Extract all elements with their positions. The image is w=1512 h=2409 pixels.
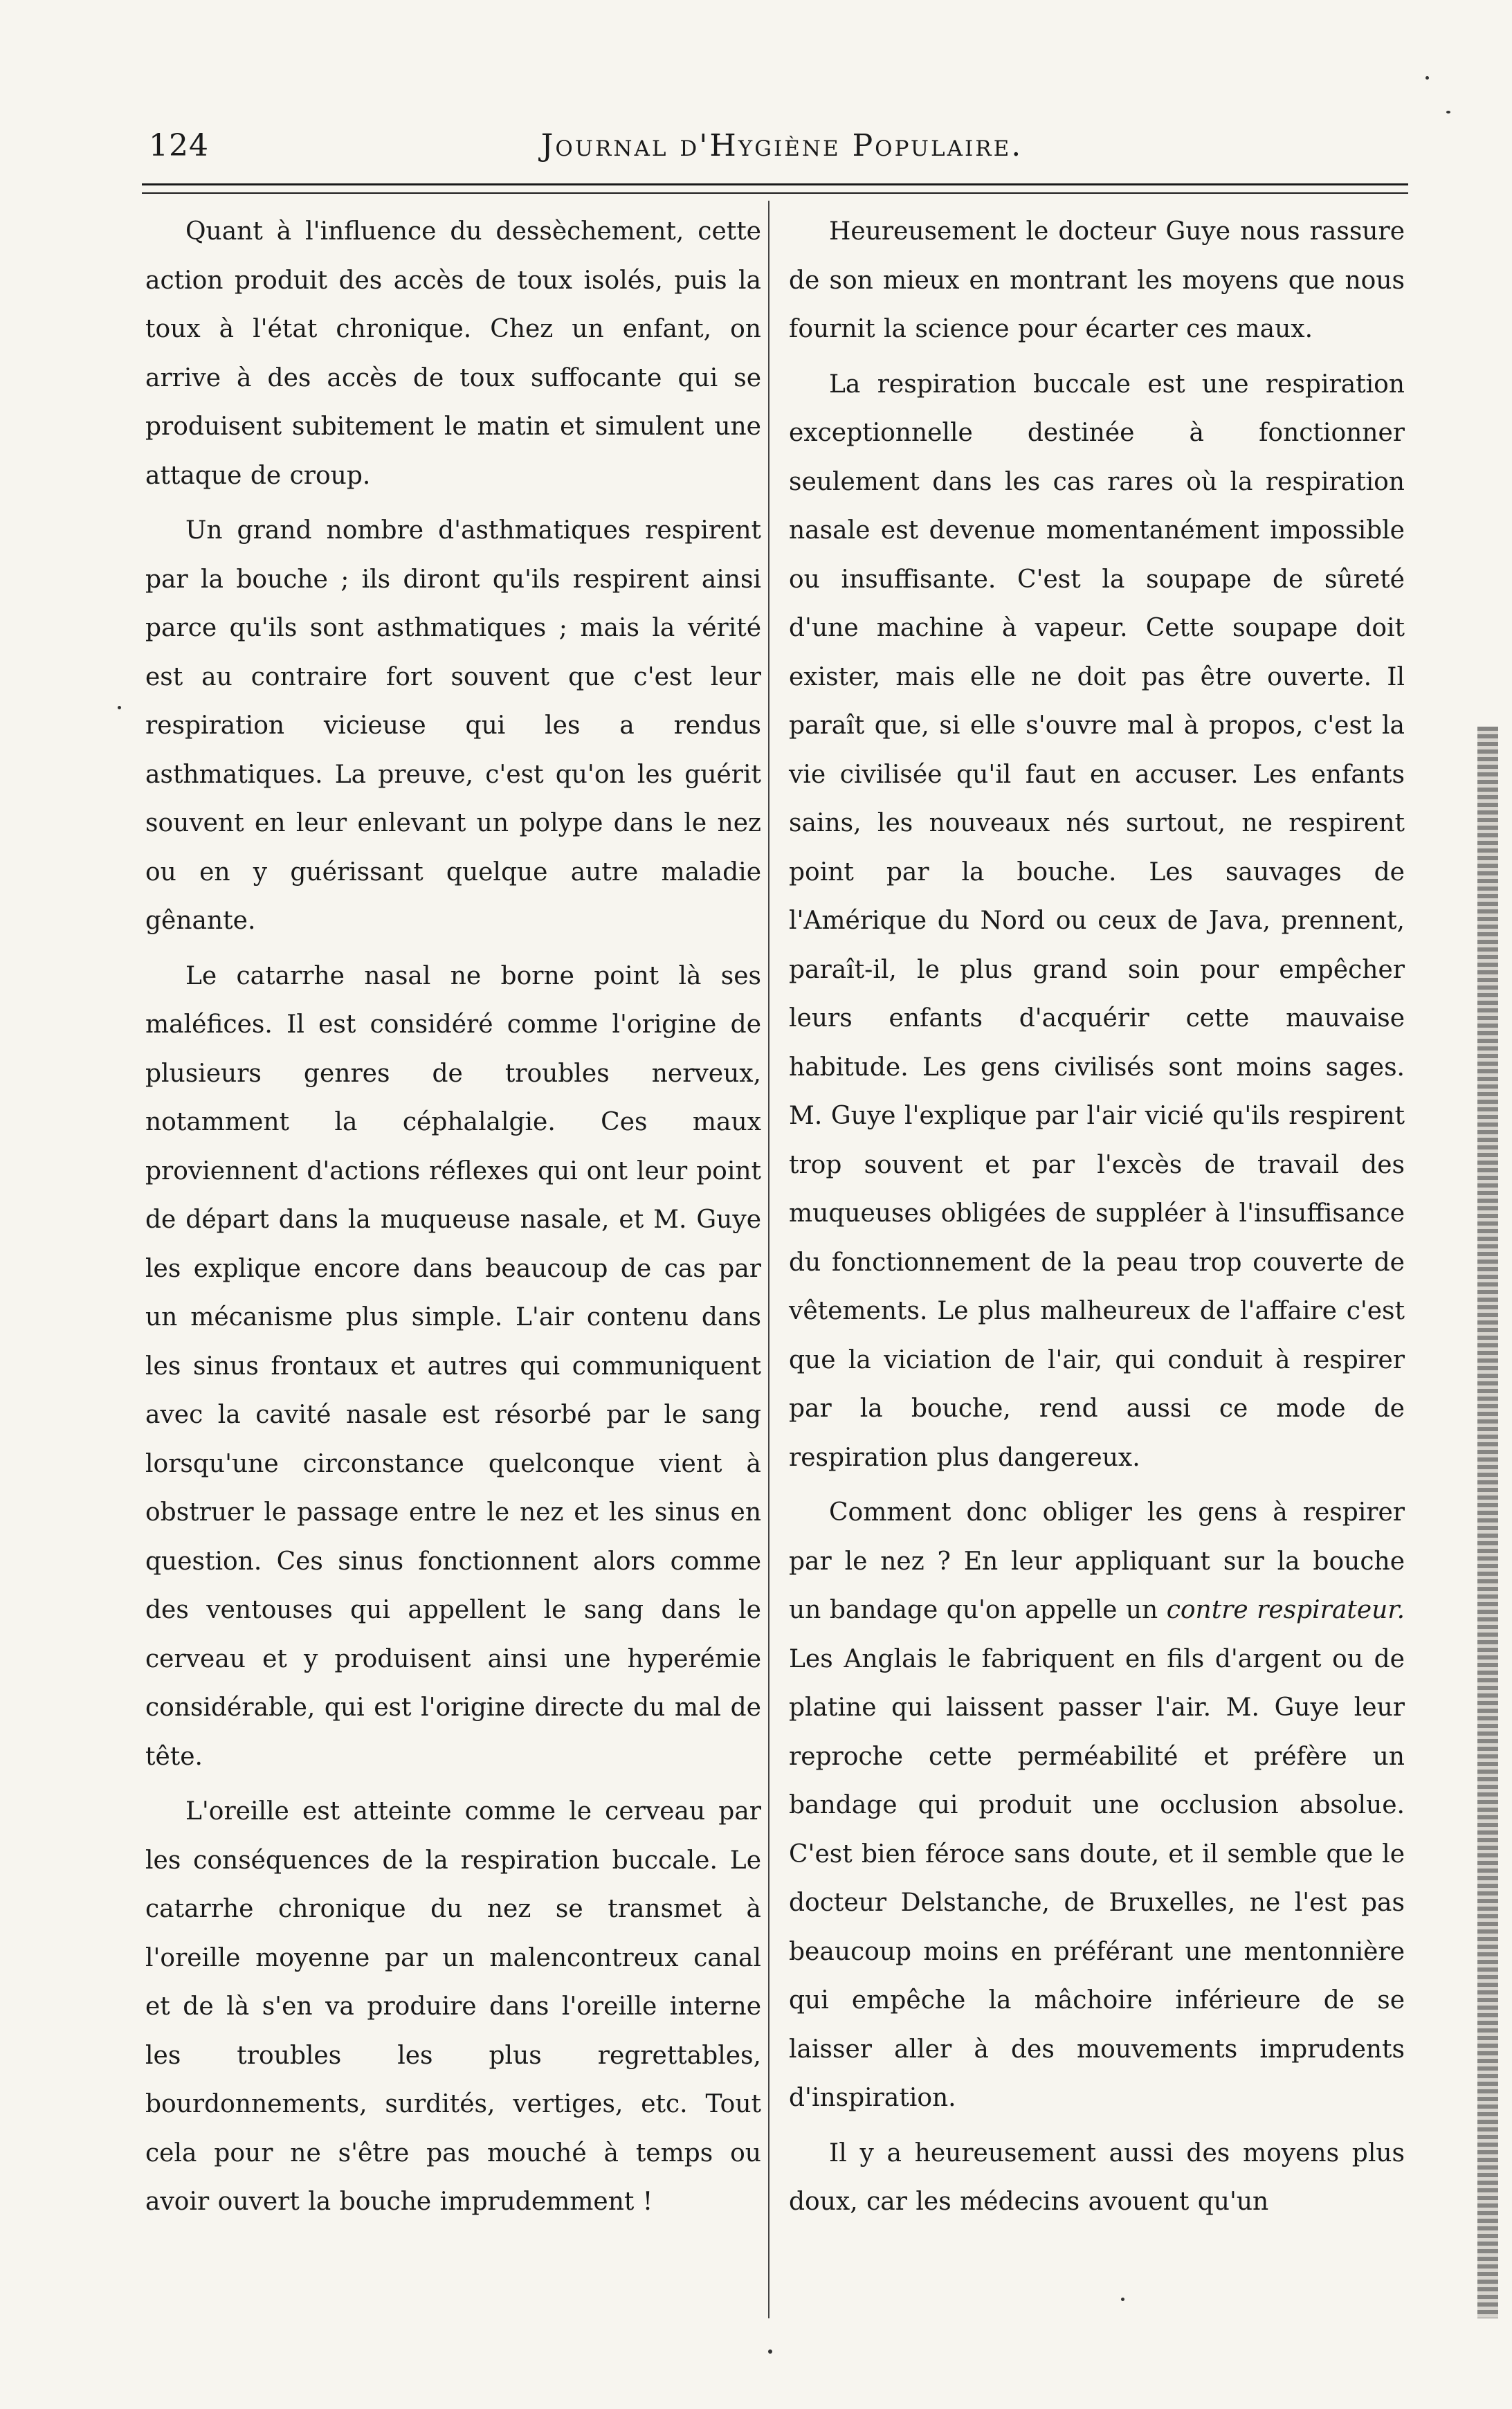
column-divider (768, 201, 769, 2318)
header-rule-thin (142, 192, 1408, 194)
paragraph: Quant à l'influence du dessèchement, cette action produit des accès de toux isolés, puis la toux à l'état chronique. Chez un enfant, on arrive à des accès de toux suffocante qui se produisent subitement le matin et simulent une attaque de croup. (145, 217, 761, 490)
paragraph: Il y a heureusement aussi des moyens plus doux, car les médecins avouent qu'un (789, 2138, 1405, 2216)
italic-term: contre respirateur. (1166, 1596, 1405, 1624)
paragraph: Un grand nombre d'asthmatiques respirent par la bouche ; ils diront qu'ils respirent ainsi parce qu'ils sont asthmatiques ; mais la vérité est au contraire fort souvent que c'est leur respiration vicieuse qui les a rendus asthmatiques. La preuve, c'est qu'on les guérit souvent en leur enlevant un polype dans le nez ou en y guérissant quelque autre maladie gênante. (145, 516, 761, 935)
text-run: Comment donc obliger les gens à respirer par le nez ? En leur appliquant sur la bouche un bandage qu'on appelle un (789, 1498, 1405, 1624)
paragraph: Le catarrhe nasal ne borne point là ses maléfices. Il est considéré comme l'origine de plusieurs genres de troubles nerveux, notamment la céphalalgie. Ces maux proviennent d'actions réflexes qui ont leur point de départ dans la muqueuse nasale, et M. Guye les explique encore dans beaucoup de cas par un mécanisme plus simple. L'air contenu dans les sinus frontaux et autres qui communiquent avec la cavité nasale est résorbé par le sang lorsqu'une circonstance quelconque vient à obstruer le passage entre le nez et les sinus en question. Ces sinus fonctionnent alors comme des ventouses qui appellent le sang dans le cerveau et y produisent ainsi une hyperémie considérable, qui est l'origine directe du mal de tête. (145, 961, 761, 1771)
paragraph: Heureusement le docteur Guye nous rassure de son mieux en montrant les moyens que nous fournit la science pour écarter ces maux. (789, 217, 1405, 343)
print-speck (1426, 76, 1429, 80)
print-speck (118, 706, 121, 709)
paragraph: La respiration buccale est une respiration exceptionnelle destinée à fonctionner seulement dans les cas rares où la respiration nasale est devenue momentanément impossible ou insuffisante. C'est la soupape de sûreté d'une machine à vapeur. Cette soupape doit exister, mais elle ne doit pas être ouverte. Il paraît que, si elle s'ouvre mal à propos, c'est la vie civilisée qu'il faut en accuser. Les enfants sains, les nouveaux nés surtout, ne respirent point par la bouche. Les sauvages de l'Amérique du Nord ou ceux de Java, prennent, paraît-il, le plus grand soin pour empêcher leurs enfants d'acquérir cette mauvaise habitude. Les gens civilisés sont moins sages. M. Guye l'explique par l'air vicié qu'ils respirent trop souvent et par l'excès de travail des muqueuses obligées de suppléer à l'insuffisance du fonctionnement de la peau trop couverte de vêtements. Le plus malheureux de l'affaire c'est que la viciation de l'air, qui conduit à respirer par la bouche, rend aussi ce mode de respiration plus dangereux. (789, 370, 1405, 1472)
paragraph: L'oreille est atteinte comme le cerveau par les conséquences de la respiration buccale. Le catarrhe chronique du nez se transmet à l'oreille moyenne par un malencontreux canal et de là s'en va produire dans l'oreille interne les troubles les plus regrettables, bourdonnements, surdités, vertiges, etc. Tout cela pour ne s'être pas mouché à temps ou avoir ouvert la bouche imprudemment ! (145, 1797, 761, 2216)
text-run: Les Anglais le fabriquent en fils d'argent ou de platine qui laissent passer l'air. M. Guye leur reproche cette perméabilité et préfère un bandage qui produit une occlusion absolue. C'est bien féroce sans doute, et il semble que le docteur Delstanche, de Bruxelles, ne l'est pas beaucoup moins en préférant une mentonnière qui empêche la mâchoire inférieure de se laisser aller à des mouvements imprudents d'inspiration. (789, 1644, 1405, 2112)
page-header (149, 128, 1415, 176)
print-speck (768, 2349, 772, 2354)
paragraph (789, 1489, 1405, 2123)
header-rule (142, 183, 1408, 185)
print-speck (1121, 2298, 1124, 2301)
running-title: Journal d'Hygiène Populaire. (540, 128, 1023, 163)
right-column (789, 208, 1405, 2227)
page-edge-shadow (1477, 727, 1498, 2318)
page-number: 124 (149, 128, 209, 163)
print-speck (1446, 111, 1450, 113)
left-column (145, 208, 761, 2227)
